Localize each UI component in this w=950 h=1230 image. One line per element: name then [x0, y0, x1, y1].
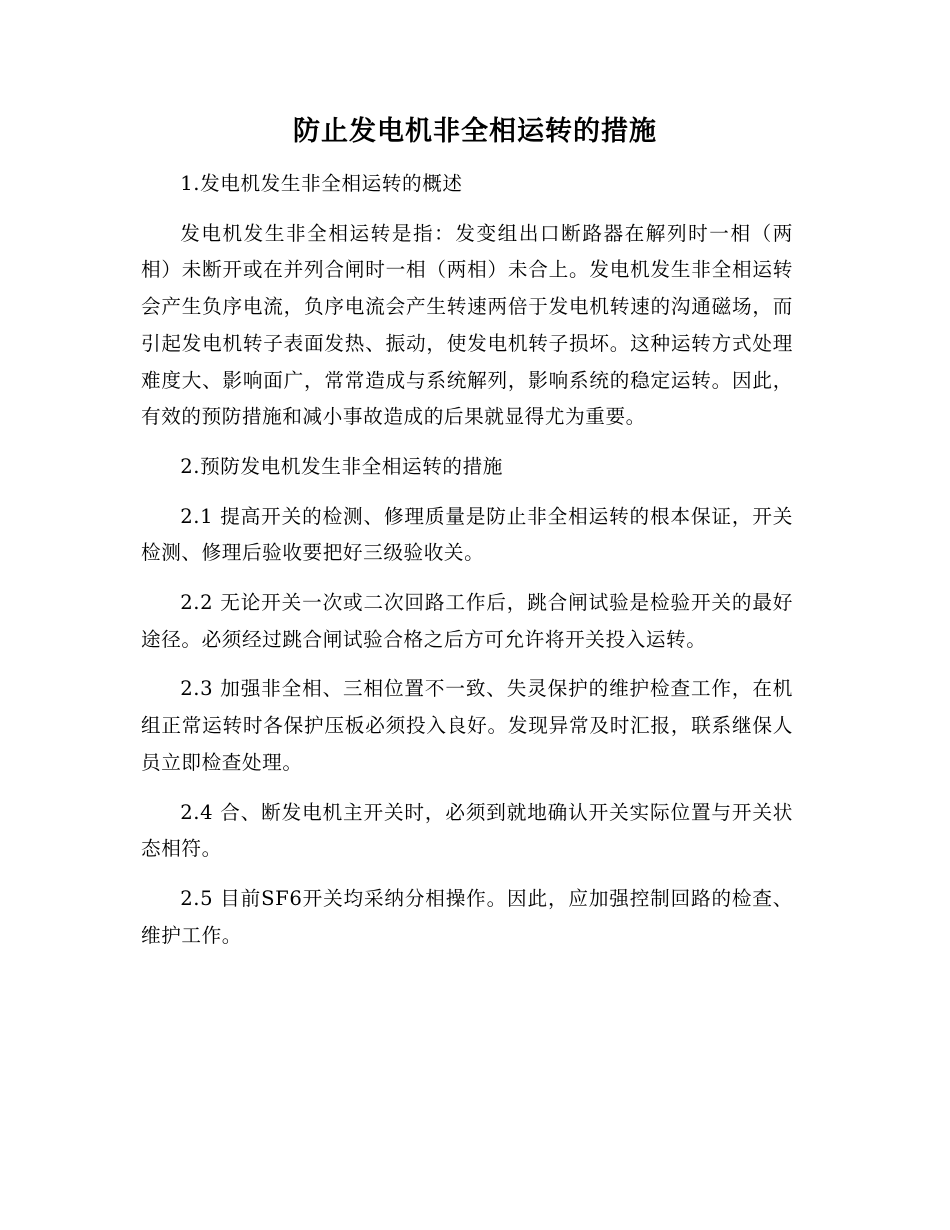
paragraph-measure-2-4: 2.4 合、断发电机主开关时，必须到就地确认开关实际位置与开关状态相符。 — [141, 800, 793, 861]
paragraph-measure-2-1: 2.1 提高开关的检测、修理质量是防止非全相运转的根本保证，开关检测、修理后验收要把好三级验收关。 — [141, 504, 793, 565]
section-heading-overview: 1.发电机发生非全相运转的概述 — [180, 172, 463, 195]
section-heading-measures: 2.预防发电机发生非全相运转的措施 — [180, 454, 503, 478]
paragraph-measure-2-3: 2.3 加强非全相、三相位置不一致、失灵保护的维护检查工作，在机组正常运转时各保护压板必须投入良好。发现异常及时汇报，联系继保人员立即检查处理。 — [141, 677, 793, 774]
paragraph-measure-2-5: 2.5 目前SF6开关均采纳分相操作。因此，应加强控制回路的检查、维护工作。 — [141, 886, 793, 947]
paragraph-measure-2-2: 2.2 无论开关一次或二次回路工作后，跳合闸试验是检验开关的最好途径。必须经过跳合闸试验合格之后方可允许将开关投入运转。 — [141, 591, 793, 651]
paragraph-overview: 发电机发生非全相运转是指：发变组出口断路器在解列时一相（两相）未断开或在并列合闸时一相（两相）未合上。发电机发生非全相运转会产生负序电流，负序电流会产生转速两倍于发电机转速的沟通磁场，而引起发电机转子表面发热、振动，使发电机转子损坏。这种运转方式处理难度大、影响面广，常常造成与系统解列，影响系统的稳定运转。因此，有效的预防措施和减小事故造成的后果就显得尤为重要。 — [141, 221, 793, 429]
document-title: 防止发电机非全相运转的措施 — [293, 116, 657, 147]
document-body — [141, 166, 793, 967]
